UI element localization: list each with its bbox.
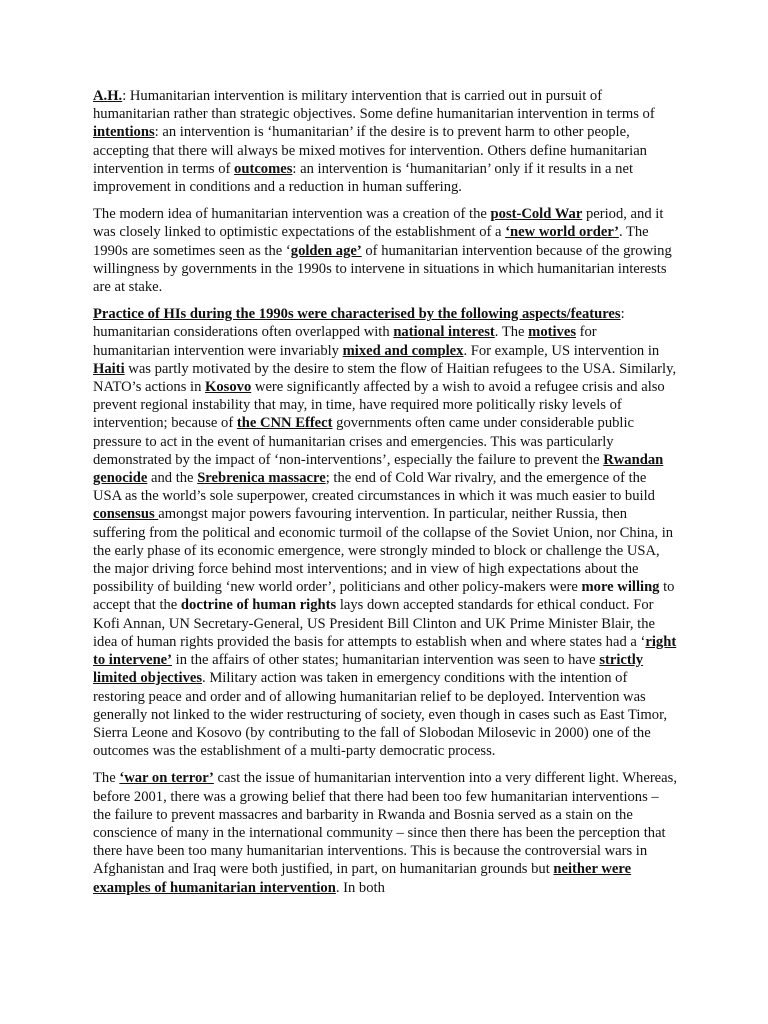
emphasized-term: national interest	[393, 324, 495, 341]
emphasized-term: golden age’	[290, 242, 362, 259]
text-run: . In both	[335, 879, 385, 896]
text-run: and the	[147, 470, 198, 487]
emphasized-term: neither were examples of humanitarian intervention	[93, 861, 632, 896]
text-run: The	[93, 770, 120, 787]
emphasized-term: the CNN Effect	[236, 415, 333, 432]
text-run: for humanitarian intervention were invariably	[93, 324, 597, 359]
text-run: The modern idea of humanitarian intervention was a creation of the	[93, 206, 491, 223]
text-run: lays down accepted standards for ethical conduct. For Kofi Annan, UN Secretary-General, US President Bill Clinton and UK Prime Minister Blair, the idea of human rights provided the basis for attempts to establish when and where states had a ‘	[93, 597, 655, 650]
text-run: period, and it was closely linked to optimistic expectations of the establishment of a	[93, 206, 664, 241]
document-page	[93, 87, 677, 906]
emphasized-term: motives	[528, 324, 576, 341]
paragraph-practice-1990s	[93, 305, 677, 760]
paragraph-war-on-terror	[93, 769, 677, 896]
text-run: : an intervention is ‘humanitarian’ if the desire is to prevent harm to other people, accepting that there will always be mixed motives for intervention. Others define humanitarian intervention in terms of	[93, 124, 647, 177]
text-run: in the affairs of other states; humanitarian intervention was seen to have	[172, 652, 600, 669]
emphasized-term: outcomes	[234, 160, 293, 177]
text-run: cast the issue of humanitarian intervention into a very different light. Whereas, before 2001, there was a growing belief that there had been too few humanitarian interventions – the failure to prevent massacres and barbarity in Rwanda and Bosnia served as a stain on the conscience of many in the international community – since then there has been the perception that there have been too many humanitarian interventions. This is because the controversial wars in Afghanistan and Iraq were both justified, in part, on humanitarian grounds but	[93, 770, 677, 878]
emphasized-term: Rwandan genocide	[93, 451, 664, 487]
emphasized-term: mixed and complex	[342, 342, 464, 359]
emphasized-term: consensus	[93, 506, 159, 523]
text-run: amongst major powers favouring intervention. In particular, neither Russia, then suffering from the political and economic turmoil of the collapse of the Soviet Union, nor China, in the early phase of its economic emergence, were strongly minded to block or challenge the USA, the major driving force behind most interventions; and in view of high expectations about the possibility of building ‘new world order’, politicians and other policy-makers were	[93, 506, 674, 596]
emphasized-term: right to intervene’	[93, 633, 677, 669]
emphasized-term: ‘war on terror’	[119, 770, 214, 787]
text-run: . For example, US intervention in	[463, 342, 660, 359]
emphasized-term: Srebrenica massacre	[197, 470, 326, 487]
text-run: was partly motivated by the desire to stem the flow of Haitian refugees to the USA. Similarly, NATO’s actions in	[93, 360, 677, 396]
emphasized-term: intentions	[93, 124, 155, 141]
text-run: . Military action was taken in emergency conditions with the intention of restoring peace and order and of allowing humanitarian relief to be deployed. Intervention was generally not linked to the wider restructuring of society, even though in cases such as East Timor, Sierra Leone and Kosovo (by contributing to the fall of Slobodan Milosevic in 2000) one of the outcomes was the establishment of a multi-party democratic process.	[93, 670, 667, 760]
text-run: governments often came under considerable public pressure to act in the event of humanitarian crises and emergencies. This was particularly demonstrated by the impact of ‘non-interventions’, especially the failure to prevent the	[93, 415, 634, 468]
emphasized-term: ‘new world order’	[505, 224, 619, 241]
emphasized-term: Practice of HIs during the 1990s were characterised by the following aspects/features	[93, 306, 621, 323]
emphasized-term: Haiti	[93, 360, 125, 377]
text-run: ; the end of Cold War rivalry, and the emergence of the USA as the world’s sole superpower, created circumstances in which it was much easier to build	[93, 470, 655, 505]
paragraph-definition	[93, 87, 677, 196]
emphasized-term: more willing	[581, 579, 660, 596]
text-run: : an intervention is ‘humanitarian’ only if it results in a net improvement in conditions and a reduction in human suffering.	[93, 160, 633, 196]
emphasized-term: strictly limited objectives	[93, 652, 644, 687]
text-run: to accept that the	[93, 579, 675, 614]
emphasized-term: doctrine of human rights	[180, 597, 337, 614]
emphasized-term: Kosovo	[205, 379, 252, 396]
text-run: were significantly affected by a wish to avoid a refugee crisis and also prevent regional instability that may, in time, have required more politically risky levels of intervention; because of	[93, 379, 665, 432]
text-run: . The 1990s are sometimes seen as the ‘	[93, 224, 649, 259]
paragraph-modern-idea	[93, 205, 677, 296]
emphasized-term: A.H.	[93, 88, 123, 104]
text-run: . The	[494, 324, 529, 341]
text-run: : Humanitarian intervention is military intervention that is carried out in pursuit of humanitarian rather than strategic objectives. Some define humanitarian intervention in terms of	[93, 88, 655, 123]
text-run: of humanitarian intervention because of the growing willingness by governments in the 1990s to intervene in situations in which humanitarian interests are at stake.	[93, 242, 672, 296]
emphasized-term: post-Cold War	[490, 206, 583, 223]
text-run: : humanitarian considerations often overlapped with	[93, 306, 625, 341]
